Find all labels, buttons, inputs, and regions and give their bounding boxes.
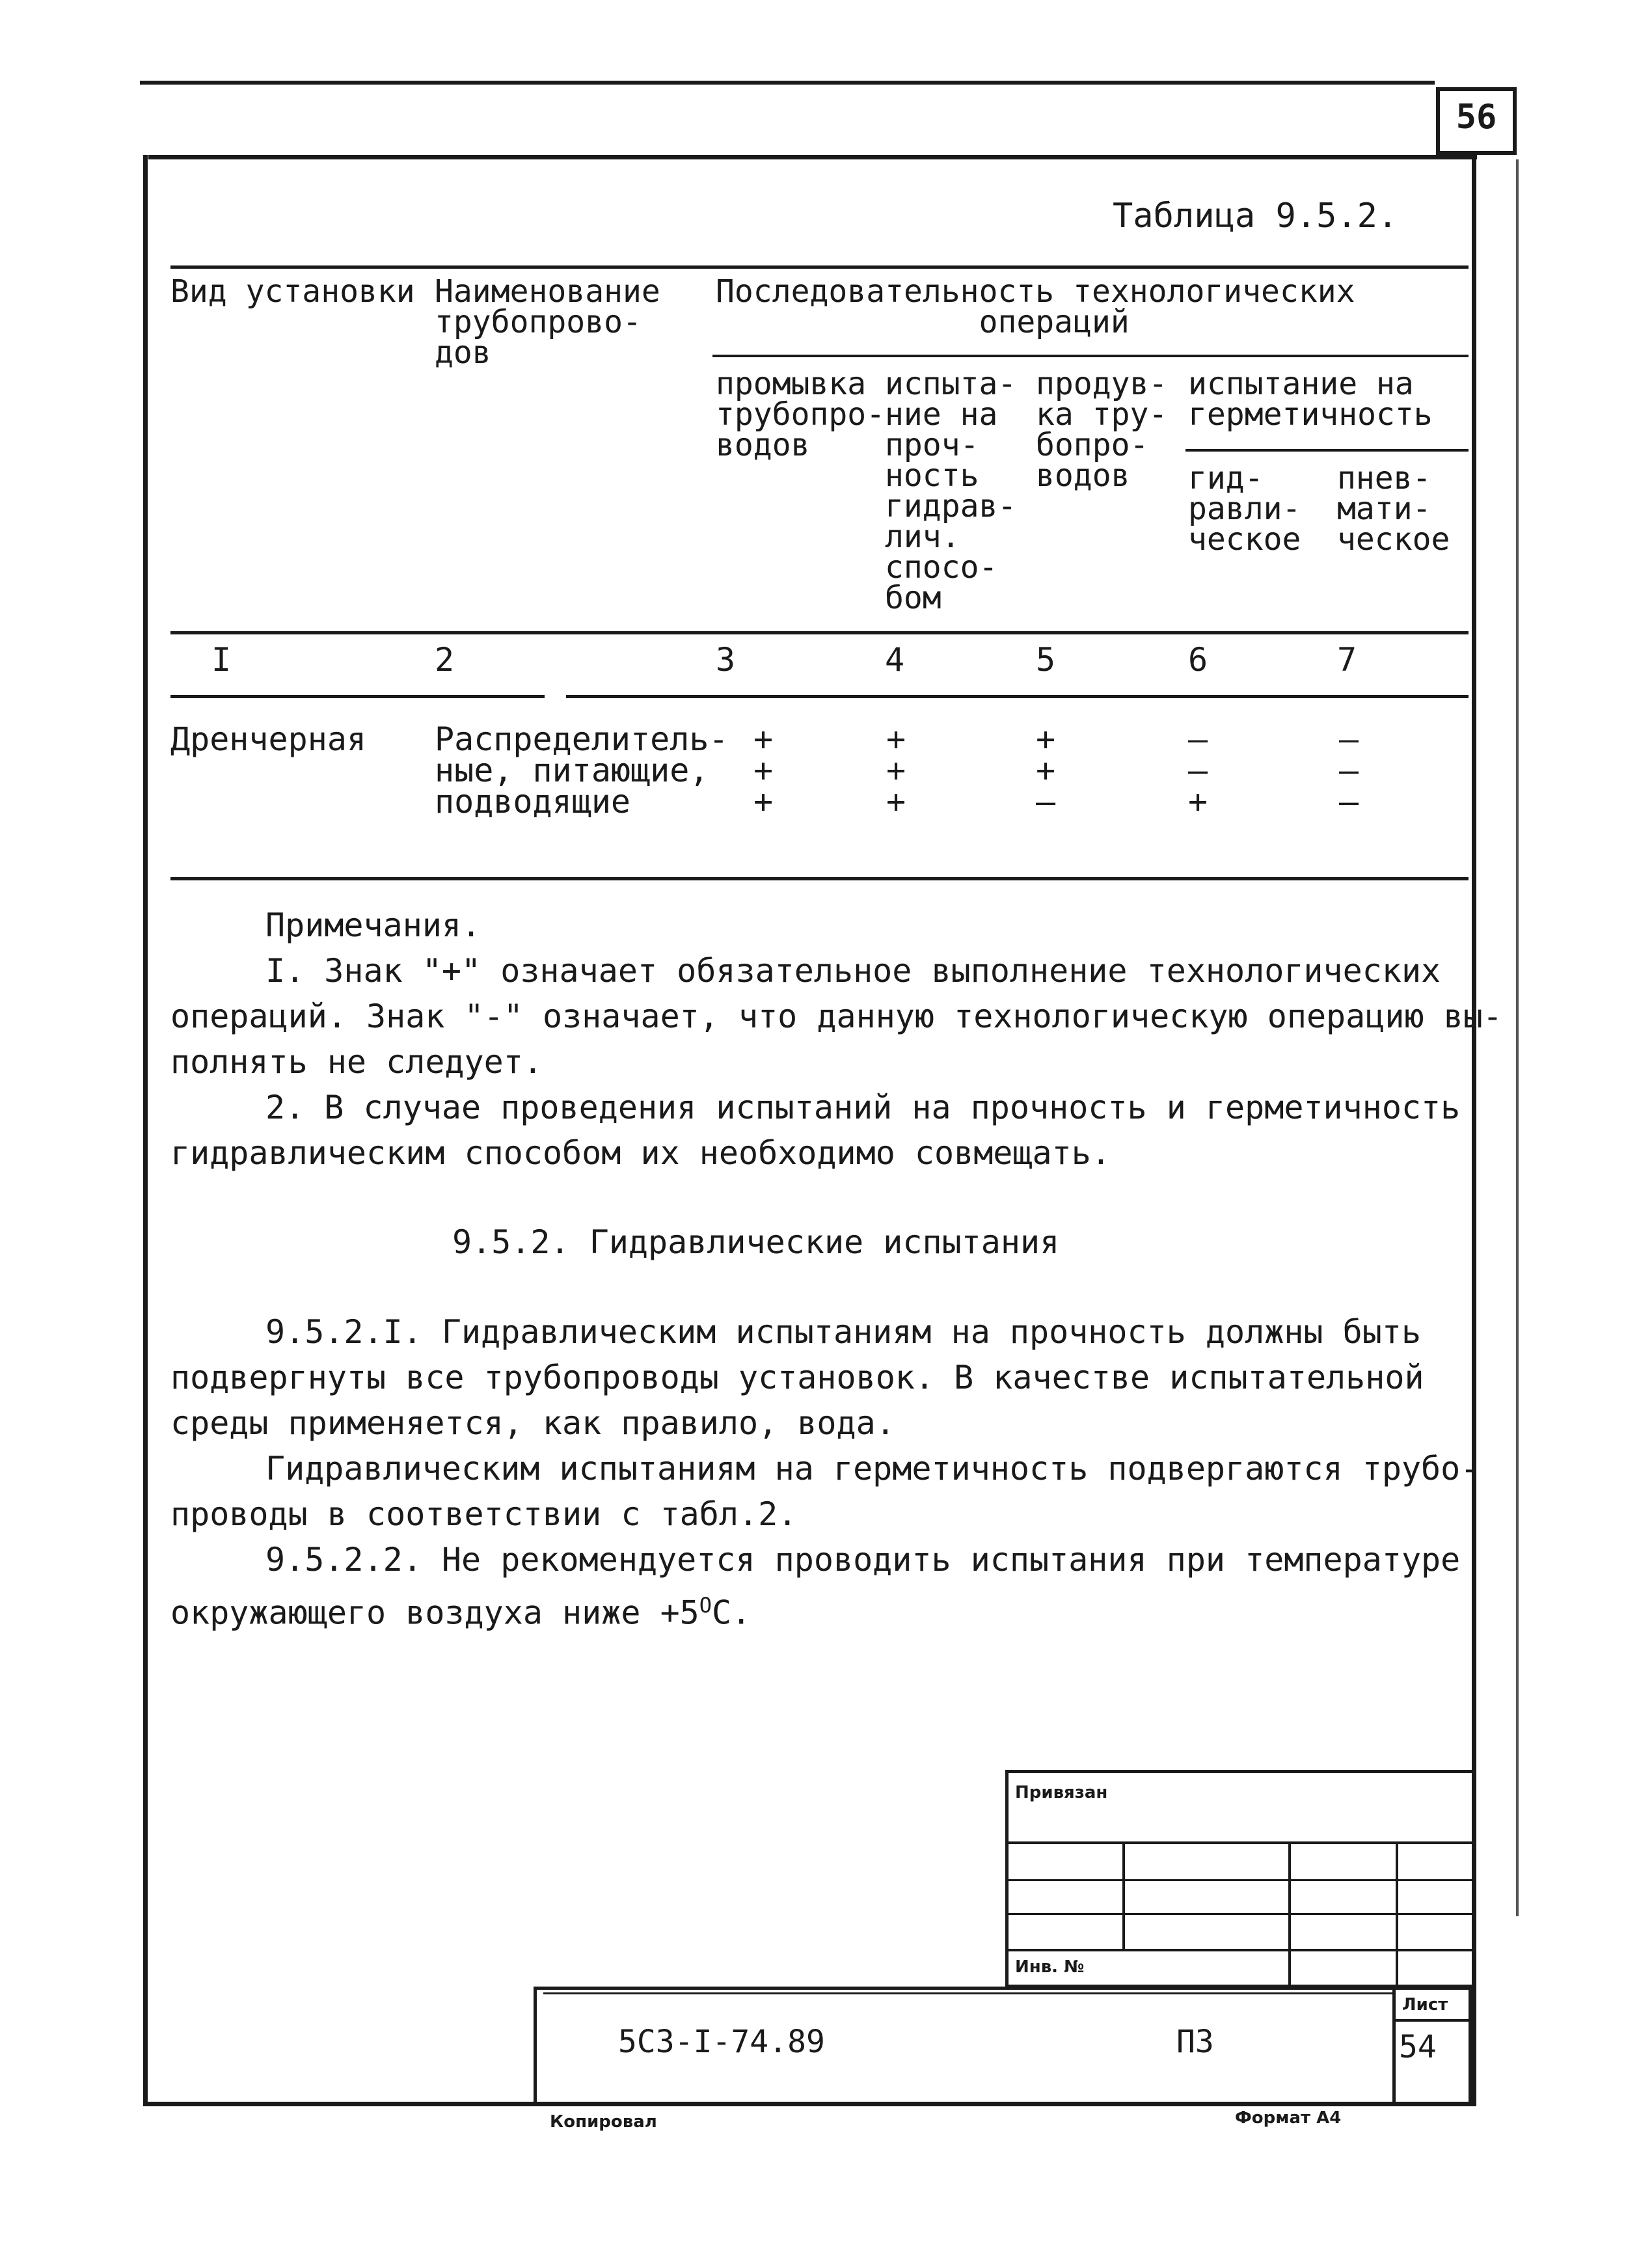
header-pipeline-name: Наименование трубопрово- дов (435, 273, 660, 371)
sheet-number: 54 (1399, 2029, 1437, 2065)
header-flushing: промывка трубопро- водов (716, 366, 886, 463)
row-installation-type: Дренчерная (170, 720, 367, 758)
header-purging: продув- ка тру- бопро- водов (1036, 366, 1168, 494)
header-pneumatic: пнев- мати- ческое (1337, 460, 1450, 558)
outer-right-edge (1516, 159, 1519, 1916)
sheet-label: Лист (1402, 1995, 1448, 2015)
row-pneumatic-marks: – – – (1339, 720, 1359, 821)
row-purging-marks: + + – (1036, 720, 1056, 821)
column-number-6: 6 (1188, 641, 1208, 679)
column-number-7: 7 (1337, 641, 1357, 679)
column-number-3: 3 (716, 641, 736, 679)
column-number-4: 4 (885, 641, 905, 679)
table-caption: Таблица 9.5.2. (1113, 197, 1398, 236)
frame-right (1472, 155, 1476, 2106)
stamp-rule-2 (1005, 1879, 1472, 1881)
p3-line2-text: окружающего воздуха ниже +5 (170, 1594, 699, 1632)
header-operations-sequence: Последовательность технологических операций (716, 273, 1355, 340)
p1-line1: 9.5.2.I. Гидравлическим испытаниям на прочность должны быть (265, 1313, 1422, 1351)
stamp-rule-1 (1005, 1841, 1472, 1844)
group-header-rule (712, 355, 1469, 357)
p3-line2-unit: C. (712, 1594, 752, 1632)
stamp-rule-4 (1005, 1949, 1472, 1951)
sheet-label-rule (1392, 2019, 1472, 2022)
header-bottom-rule (170, 631, 1469, 634)
row-strength-marks: + + + (886, 720, 906, 821)
note2-line1: 2. В случае проведения испытаний на прочность и герметичность (265, 1089, 1461, 1126)
copied-label: Копировал (550, 2112, 657, 2132)
privyazan-label: Привязан (1015, 1783, 1108, 1802)
title-block-inner-top (543, 1992, 1396, 1994)
header-hydraulic: гид- равли- ческое (1188, 460, 1301, 558)
note1-line2: операций. Знак "-" означает, что данную технологическую операцию вы- (170, 998, 1502, 1035)
stamp-vline-2 (1288, 1841, 1291, 1988)
row-pipelines: Распределитель- ные, питающие, подводящие (435, 720, 729, 821)
notes-title: Примечания. (265, 906, 481, 944)
inv-no-label: Инв. № (1015, 1957, 1085, 1977)
p2-line1: Гидравлическим испытаниям на герметичность подвергаются трубо- (265, 1450, 1480, 1487)
header-tightness-test: испытание на герметичность (1188, 366, 1433, 433)
format-label: Формат А4 (1235, 2108, 1342, 2128)
numbers-rule-1 (170, 695, 545, 698)
top-border (140, 81, 1435, 85)
note1-line1: I. Знак "+" означает обязательное выполнение технологических (265, 952, 1441, 990)
stamp-rule-3 (1005, 1913, 1472, 1915)
p1-line2: подвергнуты все трубопроводы установок. В качестве испытательной (170, 1359, 1424, 1396)
column-number-2: 2 (435, 641, 455, 679)
header-strength-test: испыта- ние на проч- ность гидрав- лич. спосо- бом (885, 366, 1017, 616)
numbers-rule-2 (566, 695, 1469, 698)
row-flushing-marks: + + + (753, 720, 774, 821)
stamp-vline-3 (1396, 1841, 1398, 1988)
note2-line2: гидравлическим способом их необходимо совмещать. (170, 1134, 1111, 1172)
document-code: 5С3-I-74.89 (618, 2024, 825, 2060)
row-hydraulic-marks: – – + (1188, 720, 1208, 821)
page-number: 56 (1456, 98, 1497, 137)
column-number-1: I (211, 641, 232, 679)
p3-line2 (170, 1582, 751, 1636)
section-title: 9.5.2. Гидравлические испытания (452, 1223, 1060, 1261)
note1-line3: полнять не следует. (170, 1043, 543, 1081)
p2-line2: проводы в соответствии с табл.2. (170, 1495, 798, 1533)
table-bottom-rule (170, 877, 1469, 880)
column-number-5: 5 (1036, 641, 1056, 679)
document-type: ПЗ (1176, 2024, 1214, 2060)
header-installation-type: Вид установки (170, 273, 415, 310)
table-top-rule (170, 265, 1469, 269)
frame-top (148, 155, 1477, 159)
frame-left (143, 155, 148, 2106)
degree-mark: O (699, 1593, 712, 1618)
p1-line3: среды применяется, как правило, вода. (170, 1404, 895, 1442)
p3-line1: 9.5.2.2. Не рекомендуется проводить испытания при температуре (265, 1541, 1461, 1579)
group2-header-rule (1185, 449, 1469, 452)
sheet-divider (1392, 1987, 1396, 2105)
stamp-vline-1 (1122, 1841, 1125, 1949)
